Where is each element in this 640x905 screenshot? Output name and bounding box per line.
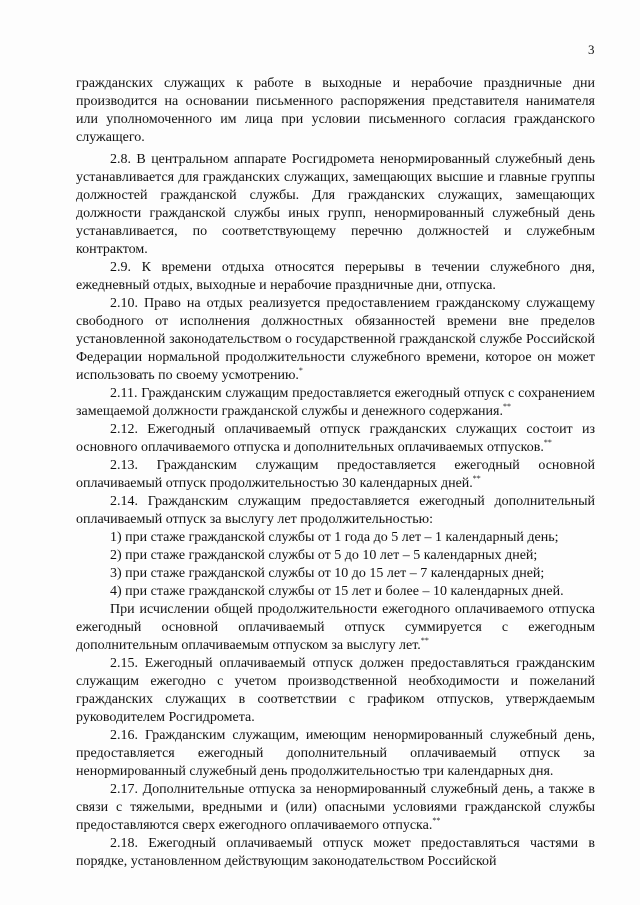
paragraph-2-12: 2.12. Ежегодный оплачиваемый отпуск гражданских служащих состоит из основного оплачиваемого отпуска и дополнительных оплачиваемых отпусков.** bbox=[76, 422, 595, 455]
footnote-mark: ** bbox=[472, 474, 481, 483]
list-item: 4) при стаже гражданской службы от 15 лет и более – 10 календарных дней. bbox=[110, 584, 564, 599]
footnote-mark: ** bbox=[543, 438, 552, 447]
seniority-list bbox=[76, 529, 595, 601]
paragraph-2-14: 2.14. Гражданским служащим предоставляется ежегодный дополнительный оплачиваемый отпуск за выслугу лет продолжительностью: bbox=[76, 494, 595, 527]
paragraph: гражданских служащих к работе в выходные и нерабочие праздничные дни производится на основании письменного распоряжения представителя нанимателя или уполномоченного им лица при условии письменного согласия гражданского служащего. bbox=[76, 76, 595, 145]
paragraph-2-13: 2.13. Гражданским служащим предоставляется ежегодный основной оплачиваемый отпуск продолжительностью 30 календарных дней.** bbox=[76, 458, 595, 491]
list-item: 2) при стаже гражданской службы от 5 до 10 лет – 5 календарных дней; bbox=[110, 548, 538, 563]
paragraph-2-8: 2.8. В центральном аппарате Росгидромета ненормированный служебный день устанавливается для гражданских служащих, замещающих высшие и главные группы должностей гражданской службы. Для гражданских служащих, замещающих должности гражданской службы иных групп, ненормированный служебный день устанавливается, по соответствующему перечню должностей и служебным контрактом. bbox=[76, 152, 595, 257]
paragraph-2-10: 2.10. Право на отдых реализуется предоставлением гражданскому служащему свободного от исполнения должностных обязанностей времени вне пределов установленной законодательством о государственной гражданской службе Российской Федерации нормальной продолжительности служебного времени, которое он может использовать по своему усмотрению.* bbox=[76, 296, 595, 383]
footnote-mark: ** bbox=[420, 636, 429, 645]
paragraph-2-9: 2.9. К времени отдыха относятся перерывы в течении служебного дня, ежедневный отдых, выходные и нерабочие праздничные дни, отпуска. bbox=[76, 260, 595, 293]
paragraph-2-11: 2.11. Гражданским служащим предоставляется ежегодный отпуск с сохранением замещаемой должности гражданской службы и денежного содержания.** bbox=[76, 386, 595, 419]
paragraph-summation: При исчислении общей продолжительности ежегодного оплачиваемого отпуска ежегодный основной оплачиваемый отпуск суммируется с ежегодным дополнительным оплачиваемым отпуском за выслугу лет.** bbox=[76, 602, 595, 653]
list-item: 1) при стаже гражданской службы от 1 года до 5 лет – 1 календарный день; bbox=[110, 530, 559, 545]
paragraph-2-16: 2.16. Гражданским служащим, имеющим ненормированный служебный день, предоставляется ежегодный дополнительный оплачиваемый отпуск за ненормированный служебный день продолжительностью три календарных дня. bbox=[76, 728, 595, 779]
list-item: 3) при стаже гражданской службы от 10 до 15 лет – 7 календарных дней; bbox=[110, 566, 545, 581]
paragraph-2-15: 2.15. Ежегодный оплачиваемый отпуск должен предоставляться гражданским служащим ежегодно с учетом производственной необходимости и пожеланий гражданских служащих в соответствии с графиком отпусков, утверждаемым руководителем Росгидромета. bbox=[76, 656, 595, 725]
document-body bbox=[76, 75, 595, 871]
footnote-mark: * bbox=[298, 366, 303, 375]
footnote-mark: ** bbox=[502, 402, 511, 411]
paragraph-2-18: 2.18. Ежегодный оплачиваемый отпуск может предоставляться частями в порядке, установленном действующим законодательством Российской bbox=[76, 836, 595, 869]
page-number: 3 bbox=[588, 42, 595, 57]
paragraph-2-17: 2.17. Дополнительные отпуска за ненормированный служебный день, а также в связи с тяжелыми, вредными и (или) опасными условиями гражданской службы предоставляются сверх ежегодного оплачиваемого отпуска.** bbox=[76, 782, 595, 833]
footnote-mark: ** bbox=[432, 816, 441, 825]
